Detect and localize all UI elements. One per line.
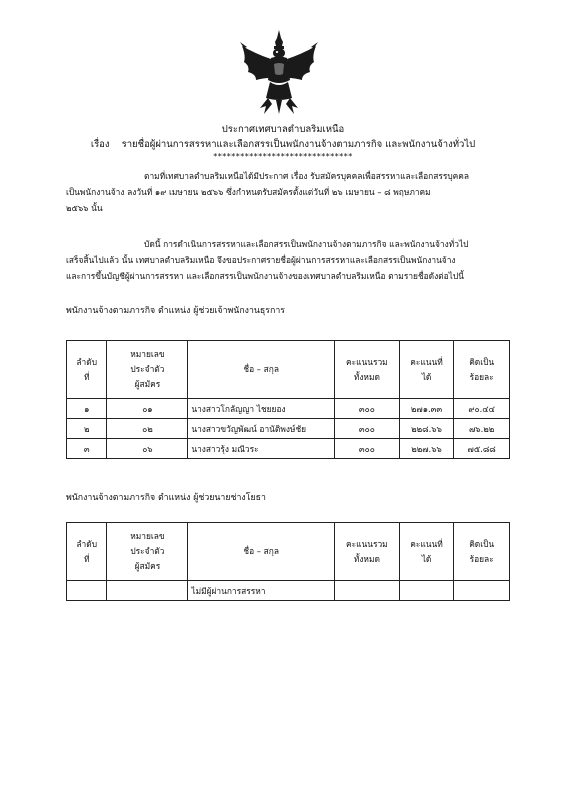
table-row [67,419,510,439]
section-heading-admin-assistant: พนักงานจ้างตามภารกิจ ตำแหน่ง ผู้ช่วยเจ้าพนักงานธุรการ [66,306,285,316]
cell-score [399,581,454,601]
results-table-admin-assistant [66,340,510,459]
col-header-score: คะแนนที่ ได้ [399,523,454,581]
cell-name: นางสาวโกลัญญา ไชยยอง [188,399,335,419]
cell-order [67,581,107,601]
table-row [67,439,510,459]
cell-score: ๒๒๗.๖๖ [399,439,454,459]
table-row [67,399,510,419]
intro-line-2: เป็นพนักงานจ้าง ลงวันที่ ๑๙ เมษายน ๒๕๖๖ ซึ่งกำหนดรับสมัครตั้งแต่วันที่ ๒๖ เมษายน – ๘ พฤษภาคม [66,187,431,197]
cell-score: ๒๒๘.๖๖ [399,419,454,439]
cell-total-score: ๓๐๐ [335,419,400,439]
cell-percent: ๗๖.๒๒ [454,419,510,439]
divider-stars: ******************************* [213,152,353,161]
col-header-applicant-id: หมายเลข ประจำตัว ผู้สมัคร [107,523,188,581]
announcement-title: ประกาศเทศบาลตำบลริมเหนือ [221,124,345,135]
col-header-applicant-id: หมายเลข ประจำตัว ผู้สมัคร [107,341,188,399]
section-heading-civil-technician-assistant: พนักงานจ้างตามภารกิจ ตำแหน่ง ผู้ช่วยนายช่างโยธา [66,493,266,503]
table-header-row [67,341,510,399]
table-row [67,581,510,601]
cell-total-score [335,581,400,601]
announcement-subject [0,137,566,152]
cell-percent [454,581,510,601]
cell-score: ๒๗๑.๓๓ [399,399,454,419]
cell-order: ๒ [67,419,107,439]
col-header-name: ชื่อ – สกุล [188,341,335,399]
cell-order: ๓ [67,439,107,459]
col-header-order: ลำดับ ที่ [67,523,107,581]
col-header-total-score: คะแนนรวม ทั้งหมด [335,523,400,581]
col-header-order: ลำดับ ที่ [67,341,107,399]
cell-name: นางสาวรุ้ง มณีวระ [188,439,335,459]
cell-percent: ๗๕.๘๘ [454,439,510,459]
result-line-2: เสร็จสิ้นไปแล้ว นั้น เทศบาลตำบลริมเหนือ จึงขอประกาศรายชื่อผู้ผ่านการสรรหาและเลือกสรรเป็นพนักงานจ้าง [66,255,456,265]
cell-applicant-id: ๐๒ [107,419,188,439]
col-header-total-score: คะแนนรวม ทั้งหมด [335,341,400,399]
intro-paragraph [66,168,506,216]
cell-name: นางสาวขวัญพัฒน์ อานัติพงษ์ชัย [188,419,335,439]
result-line-1: บัดนี้ การดำเนินการสรรหาและเลือกสรรเป็นพนักงานจ้างตามภารกิจ และพนักงานจ้างทั่วไป [144,239,469,249]
cell-total-score: ๓๐๐ [335,399,400,419]
garuda-emblem-icon [238,28,320,116]
subject-text: รายชื่อผู้ผ่านการสรรหาและเลือกสรรเป็นพนักงานจ้างตามภารกิจ และพนักงานจ้างทั่วไป [121,139,476,150]
cell-name: ไม่มีผู้ผ่านการสรรหา [188,581,335,601]
cell-order: ๑ [67,399,107,419]
table-header-row [67,523,510,581]
cell-applicant-id: ๐๑ [107,399,188,419]
intro-line-3: ๒๕๖๖ นั้น [66,203,103,213]
subject-label: เรื่อง [90,139,110,150]
col-header-percent: คิดเป็น ร้อยละ [454,341,510,399]
cell-applicant-id: ๐๖ [107,439,188,459]
col-header-name: ชื่อ – สกุล [188,523,335,581]
result-paragraph [66,236,506,284]
results-table-civil-technician-assistant [66,522,510,601]
cell-total-score: ๓๐๐ [335,439,400,459]
intro-line-1: ตามที่เทศบาลตำบลริมเหนือได้มีประกาศ เรื่อง รับสมัครบุคคลเพื่อสรรหาและเลือกสรรบุคคล [144,171,469,181]
result-line-3: และการขึ้นบัญชีผู้ผ่านการสรรหา และเลือกสรรเป็นพนักงานจ้างของเทศบาลตำบลริมเหนือ ตามรายชื่อดังต่อไปนี้ [66,271,464,281]
col-header-percent: คิดเป็น ร้อยละ [454,523,510,581]
col-header-score: คะแนนที่ ได้ [399,341,454,399]
cell-percent: ๙๐.๔๔ [454,399,510,419]
cell-applicant-id [107,581,188,601]
